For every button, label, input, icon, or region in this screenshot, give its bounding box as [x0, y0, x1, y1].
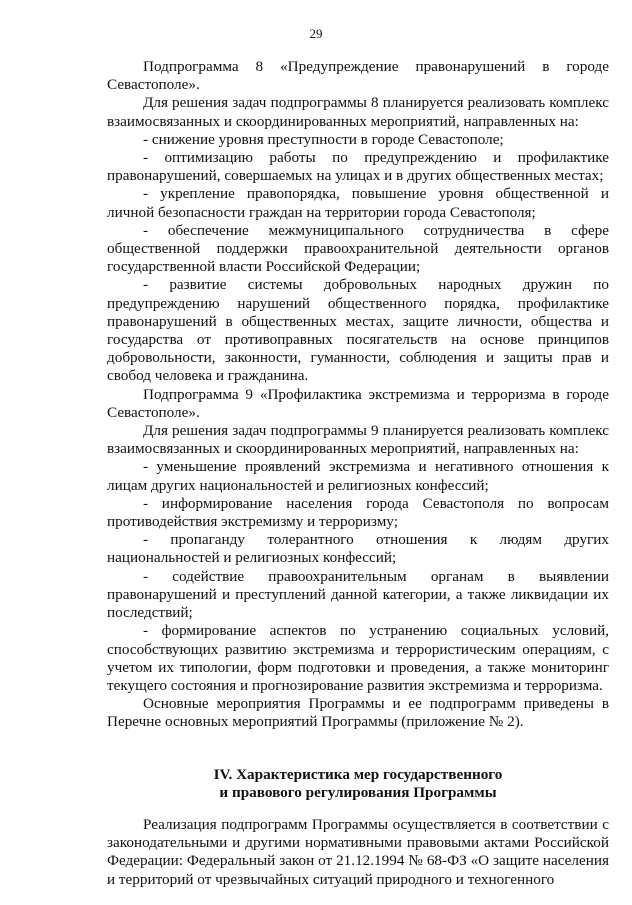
paragraph: Подпрограмма 9 «Профилактика экстремизма и терроризма в городе Севастополе». [107, 385, 609, 421]
paragraph: Основные мероприятия Программы и ее подпрограмм приведены в Перечне основных мероприятий Программы (приложение № 2). [107, 695, 609, 731]
document-body [107, 58, 609, 889]
list-item: - формирование аспектов по устранению социальных условий, способствующих развитию экстремизма и террористическим операциям, с учетом их типологии, форм подготовки и проведения, а также мониторинг текущего состояния и прогнозирование развития экстремизма и терроризма. [107, 622, 609, 694]
list-item: - развитие системы добровольных народных дружин по предупреждению нарушений общественного порядка, профилактике правонарушений в общественных местах, защите личности, общества и государства от противоправных посягательств на основе принципов добровольности, законности, гуманности, соблюдения и защиты прав и свобод человека и гражданина. [107, 276, 609, 385]
list-item: - укрепление правопорядка, повышение уровня общественной и личной безопасности граждан на территории города Севастополя; [107, 185, 609, 221]
list-item: - оптимизацию работы по предупреждению и профилактике правонарушений, совершаемых на улицах и в других общественных местах; [107, 149, 609, 185]
list-item: - информирование населения города Севастополя по вопросам противодействия экстремизму и терроризму; [107, 494, 609, 531]
paragraph: Для решения задач подпрограммы 9 планируется реализовать комплекс взаимосвязанных и скоординированных мероприятий, направленных на: [107, 422, 609, 458]
list-item: - уменьшение проявлений экстремизма и негативного отношения к лицам других национальностей и религиозных конфессий; [107, 458, 609, 494]
section-heading [107, 766, 609, 802]
list-item: - снижение уровня преступности в городе Севастополе; [143, 130, 504, 148]
list-item: - пропаганду толерантного отношения к людям других национальностей и религиозных конфессий; [107, 531, 609, 567]
section-heading-line: IV. Характеристика мер государственного [213, 765, 503, 783]
page-number: 29 [309, 26, 323, 41]
list-item: - содействие правоохранительным органам в выявлении правонарушений и преступлений данной категории, а также ликвидации их последствий; [107, 567, 609, 622]
paragraph: Подпрограмма 8 «Предупреждение правонарушений в городе Севастополе». [107, 58, 609, 94]
list-item: - обеспечение межмуниципального сотрудничества в сфере общественной поддержки правоохранительной деятельности органов государственной власти Российской Федерации; [107, 221, 609, 276]
paragraph: Для решения задач подпрограммы 8 планируется реализовать комплекс взаимосвязанных и скоординированных мероприятий, направленных на: [107, 94, 609, 130]
paragraph: Реализация подпрограмм Программы осуществляется в соответствии с законодательными и другими нормативными правовыми актами Российской Федерации: Федеральный закон от 21.12.1994 № 68-ФЗ «О защите населения и территорий от чрезвычайных ситуаций природного и техногенного [107, 815, 609, 888]
section-heading-line: и правового регулирования Программы [219, 783, 497, 801]
